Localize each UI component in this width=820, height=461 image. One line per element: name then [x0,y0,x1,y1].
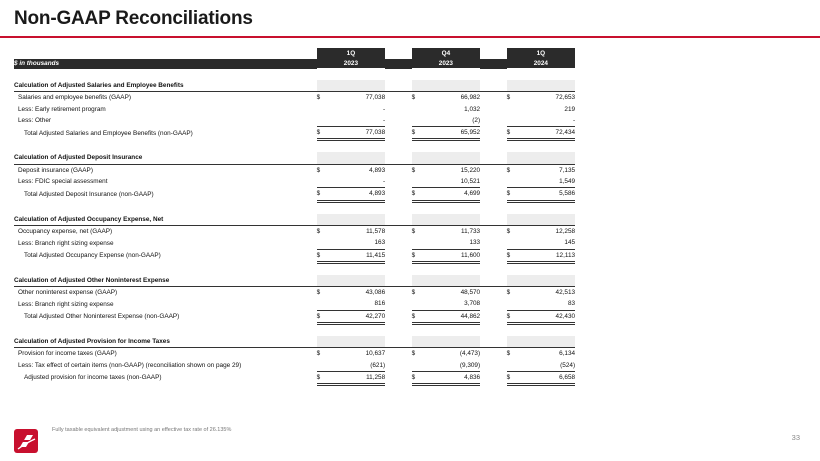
column-gap-cell [385,287,412,299]
value-cell: 12,258 [555,227,576,235]
value-cell: 133 [427,237,480,249]
column-gap-cell [575,164,816,176]
value-cell: 163 [332,237,385,249]
row-label: Occupancy expense, net (GAAP) [18,227,113,235]
row-label: Adjusted provision for income taxes (non-GAAP) [24,374,162,382]
column-gap-cell [575,188,816,201]
dollar-sign: $ [506,227,511,235]
total-row [14,188,816,201]
column-gap-cell [385,104,412,115]
spacer-cell [14,262,816,275]
dollar-sign: $ [317,249,332,262]
dollar-sign: $ [411,289,416,297]
dollar-sign [412,360,427,372]
column-gap-cell [385,249,412,262]
header-gap-cell [385,48,412,59]
row-label: Total Adjusted Salaries and Employee Benefits (non-GAAP) [24,129,193,137]
dollar-sign: $ [506,350,511,358]
row-label: Total Adjusted Deposit Insurance (non-GAAP) [24,190,154,198]
row-label: Provision for income taxes (GAAP) [18,350,117,358]
value-cell: 4,893 [369,166,386,174]
column-gap-cell [480,298,507,310]
spacer-row [14,262,816,275]
table-row [14,360,816,372]
section-header-row [14,336,816,348]
dollar-sign: $ [507,371,522,384]
column-gap-cell [480,348,507,360]
row-label: Total Adjusted Occupancy Expense (non-GAAP) [24,252,161,260]
column-gap-cell [385,127,412,140]
dollar-sign: $ [317,371,332,384]
row-label: Less: Branch right sizing expense [18,300,114,308]
dollar-sign: $ [412,127,427,140]
section-gap-cell [575,275,816,287]
column-gap-cell [575,92,816,104]
value-cell: (4,473) [459,350,481,358]
total-row [14,371,816,384]
section-gap-cell [385,80,412,92]
dollar-sign [317,115,332,127]
section-title: Calculation of Adjusted Other Noninterest Expense [14,275,317,287]
section-shade-cell [317,214,385,226]
column-gap-cell [480,188,507,201]
column-gap-cell [575,310,816,323]
row-label: Deposit insurance (GAAP) [18,166,93,174]
column-header-quarter: 1Q [317,48,385,59]
value-cell: 6,658 [522,371,575,384]
dollar-sign: $ [317,188,332,201]
table-row [14,92,816,104]
value-cell: 10,637 [365,350,386,358]
row-label: Less: Early retirement program [18,105,106,113]
column-gap-cell [480,249,507,262]
dollar-sign: $ [412,310,427,323]
row-label: Less: Other [18,117,52,125]
dollar-sign [317,176,332,188]
column-gap-cell [480,176,507,188]
dollar-sign [507,115,522,127]
column-header-year: 2023 [317,59,385,69]
dollar-sign: $ [507,127,522,140]
column-gap-cell [575,287,816,299]
dollar-sign: $ [412,371,427,384]
logo-mark-icon [14,429,38,453]
column-gap-cell [480,225,507,237]
value-cell: 72,653 [555,94,576,102]
dollar-sign [412,298,427,310]
dollar-sign [507,360,522,372]
column-gap-cell [575,348,816,360]
column-gap-cell [385,115,412,127]
section-gap-cell [575,336,816,348]
dollar-sign [412,104,427,115]
column-gap-cell [385,164,412,176]
value-cell: 12,113 [522,249,575,262]
table-row [14,164,816,176]
dollar-sign [507,104,522,115]
column-gap-cell [480,371,507,384]
header-gap-cell [480,59,507,69]
column-gap-cell [480,164,507,176]
dollar-sign [412,115,427,127]
section-gap-cell [480,336,507,348]
dollar-sign: $ [316,227,321,235]
dollar-sign: $ [507,249,522,262]
dollar-sign [507,298,522,310]
header-gap-cell [480,48,507,59]
dollar-sign [317,237,332,249]
column-gap-cell [385,92,412,104]
spacer-cell [14,324,816,337]
value-cell: 42,430 [522,310,575,323]
column-gap-cell [385,225,412,237]
column-gap-cell [480,92,507,104]
header-row-years [14,59,816,69]
section-shade-cell [317,152,385,164]
spacer-cell [14,69,816,81]
value-cell: (9,309) [427,360,480,372]
value-cell: 77,038 [332,127,385,140]
value-cell: 1,549 [522,176,575,188]
spacer-row [14,201,816,214]
spacer-row [14,140,816,153]
table-row [14,225,816,237]
column-header-year: 2023 [412,59,480,69]
total-row [14,310,816,323]
column-gap-cell [385,237,412,249]
dollar-sign: $ [411,227,416,235]
column-gap-cell [575,104,816,115]
reconciliation-table-container [14,48,816,386]
row-label: Less: Branch right sizing expense [18,239,114,247]
column-gap-cell [480,287,507,299]
spacer-row [14,69,816,81]
column-gap-cell [480,360,507,372]
column-header-quarter: 1Q [507,48,575,59]
column-gap-cell [480,127,507,140]
dollar-sign: $ [317,310,332,323]
title-divider [0,36,820,38]
section-shade-cell [317,80,385,92]
total-row [14,249,816,262]
column-gap-cell [480,310,507,323]
dollar-sign: $ [506,166,511,174]
column-gap-cell [575,371,816,384]
section-shade-cell [317,275,385,287]
section-gap-cell [575,80,816,92]
column-gap-cell [575,115,816,127]
value-cell: 43,086 [365,289,386,297]
value-cell: 66,982 [460,94,481,102]
section-shade-cell [507,336,575,348]
section-gap-cell [385,336,412,348]
value-cell: 1,032 [464,105,481,113]
value-cell: 219 [564,105,576,113]
value-cell: 145 [522,237,575,249]
section-shade-cell [507,275,575,287]
dollar-sign [507,176,522,188]
value-cell: (524) [522,360,575,372]
section-header-row [14,275,816,287]
dollar-sign: $ [316,350,321,358]
dollar-sign [412,176,427,188]
column-header-quarter: Q4 [412,48,480,59]
value-cell: 65,952 [427,127,480,140]
column-gap-cell [385,371,412,384]
dollar-sign: $ [507,188,522,201]
footnote: Fully taxable equivalent adjustment using an effective tax rate of 26.135% [52,427,232,433]
value-cell: 11,600 [427,249,480,262]
table-row [14,298,816,310]
section-gap-cell [575,214,816,226]
value-cell: 15,220 [460,166,481,174]
value-cell: 4,699 [427,188,480,201]
spacer-cell [14,201,816,214]
value-cell: 48,570 [460,289,481,297]
value-cell: 42,270 [332,310,385,323]
row-label: Total Adjusted Other Noninterest Expense (non-GAAP) [24,313,180,321]
column-gap-cell [480,115,507,127]
section-header-row [14,80,816,92]
section-shade-cell [412,214,480,226]
section-gap-cell [575,152,816,164]
section-gap-cell [385,275,412,287]
dollar-sign: $ [316,166,321,174]
dollar-sign [507,237,522,249]
header-row-quarters [14,48,816,59]
section-gap-cell [480,214,507,226]
section-shade-cell [412,336,480,348]
table-row [14,104,816,115]
value-cell: (621) [332,360,385,372]
dollar-sign [412,237,427,249]
column-gap-cell [480,104,507,115]
table-row [14,115,816,127]
dollar-sign: $ [317,127,332,140]
section-header-row [14,152,816,164]
dollar-sign: $ [316,94,321,102]
header-spacer-cell [575,48,816,59]
dollar-sign: $ [411,166,416,174]
dollar-sign: $ [412,188,427,201]
value-cell: 11,415 [332,249,385,262]
page-title: Non-GAAP Reconciliations [14,8,253,29]
page-number: 33 [791,433,800,442]
dollar-sign [317,298,332,310]
section-shade-cell [317,336,385,348]
value-cell: 3,708 [427,298,480,310]
value-cell: (2) [427,115,480,127]
column-gap-cell [575,249,816,262]
dollar-sign: $ [411,350,416,358]
value-cell: - [383,105,386,113]
value-cell: 11,258 [332,371,385,384]
table-row [14,237,816,249]
value-cell: 11,578 [366,227,386,235]
dollar-sign: $ [316,289,321,297]
value-cell: 42,513 [555,289,576,297]
column-gap-cell [385,298,412,310]
section-gap-cell [480,275,507,287]
table-row [14,287,816,299]
section-shade-cell [507,80,575,92]
spacer-cell [14,140,816,153]
section-header-row [14,214,816,226]
total-row [14,127,816,140]
column-gap-cell [385,310,412,323]
dollar-sign: $ [506,289,511,297]
section-title: Calculation of Adjusted Occupancy Expense, Net [14,214,317,226]
value-cell: 10,521 [427,176,480,188]
section-shade-cell [507,152,575,164]
row-label: Other noninterest expense (GAAP) [18,289,118,297]
value-cell: 72,434 [522,127,575,140]
section-title: Calculation of Adjusted Salaries and Employee Benefits [14,80,317,92]
column-gap-cell [575,176,816,188]
section-shade-cell [412,80,480,92]
value-cell: 4,893 [332,188,385,201]
column-gap-cell [385,348,412,360]
column-gap-cell [480,237,507,249]
value-cell: 11,733 [461,227,481,235]
section-gap-cell [385,152,412,164]
section-gap-cell [480,80,507,92]
value-cell: 77,038 [365,94,386,102]
value-cell: - [522,115,575,127]
column-gap-cell [385,360,412,372]
header-spacer-cell [575,59,816,69]
row-label: Less: FDIC special assessment [18,178,108,186]
value-cell: 6,134 [559,350,576,358]
table-row [14,176,816,188]
header-blank-cell [14,48,317,59]
value-cell: 44,862 [427,310,480,323]
column-gap-cell [575,298,816,310]
company-logo [14,429,38,453]
reconciliation-table [14,48,816,386]
row-label: Salaries and employee benefits (GAAP) [18,94,131,102]
dollar-sign: $ [506,94,511,102]
value-cell: 5,586 [522,188,575,201]
value-cell: - [332,176,385,188]
column-gap-cell [385,188,412,201]
unit-label: $ in thousands [14,59,317,69]
section-shade-cell [412,275,480,287]
section-title: Calculation of Adjusted Provision for Income Taxes [14,336,317,348]
column-gap-cell [575,225,816,237]
dollar-sign [317,360,332,372]
dollar-sign: $ [507,310,522,323]
section-gap-cell [480,152,507,164]
section-gap-cell [385,214,412,226]
column-header-year: 2024 [507,59,575,69]
section-title: Calculation of Adjusted Deposit Insurance [14,152,317,164]
value-cell: 816 [332,298,385,310]
section-shade-cell [507,214,575,226]
dollar-sign [317,104,332,115]
column-gap-cell [575,237,816,249]
dollar-sign: $ [411,94,416,102]
section-shade-cell [412,152,480,164]
value-cell: - [332,115,385,127]
value-cell: 83 [522,298,575,310]
column-gap-cell [385,176,412,188]
dollar-sign: $ [412,249,427,262]
value-cell: 7,135 [559,166,576,174]
header-gap-cell [385,59,412,69]
spacer-row [14,324,816,337]
value-cell: 4,836 [427,371,480,384]
table-row [14,348,816,360]
row-label: Less: Tax effect of certain items (non-GAAP) (reconciliation shown on page 29) [18,361,242,369]
column-gap-cell [575,127,816,140]
column-gap-cell [575,360,816,372]
